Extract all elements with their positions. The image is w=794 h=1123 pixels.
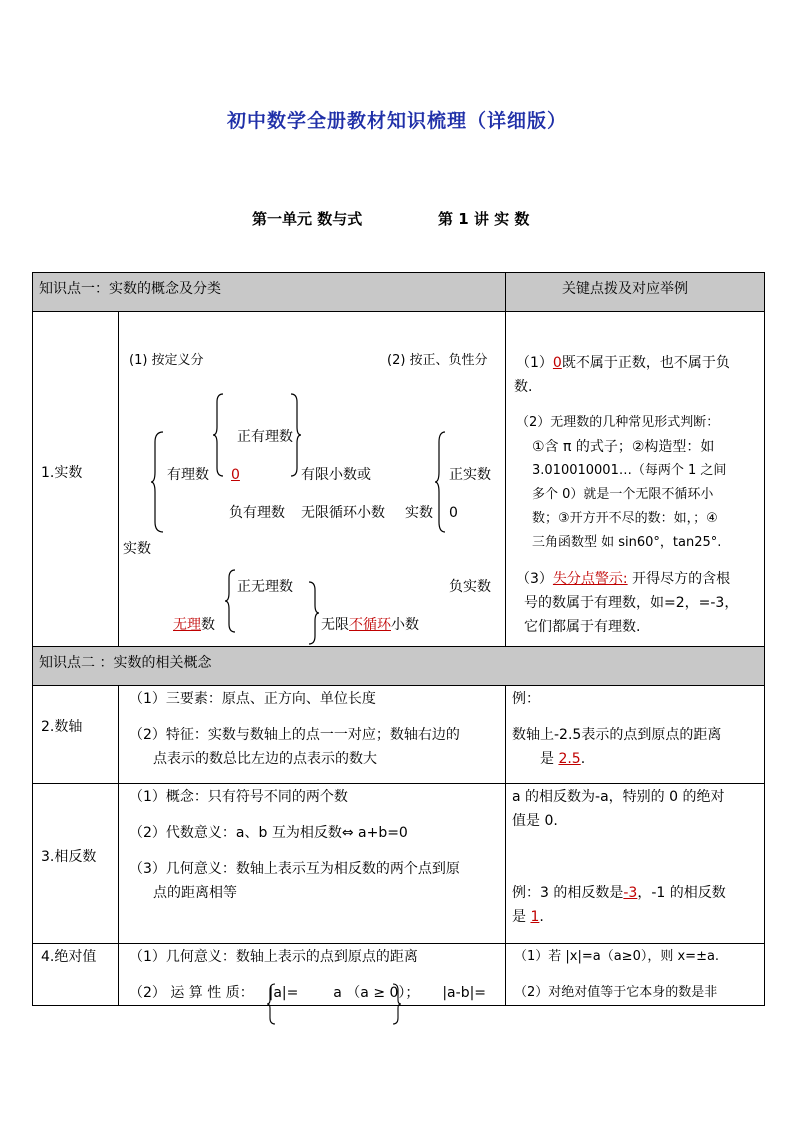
number-line-example-cell xyxy=(506,686,765,784)
rational-brace-icon xyxy=(213,394,225,476)
by-definition-label: (1) 按定义分 xyxy=(129,353,204,368)
section1-header xyxy=(33,273,506,312)
absolute-note-2: （2）对绝对值等于它本身的数是非 xyxy=(514,985,718,1000)
note-2-line2: ①含 π 的式子；②构造型：如 xyxy=(532,439,715,455)
note-2-line5: 数；③开方开不尽的数：如，；④ xyxy=(532,511,718,526)
opposite-example-suffix: . xyxy=(539,909,544,925)
absolute-note-1: （1）若 |x|=a（a≥0），则 x=±a. xyxy=(514,949,720,964)
notes-header-title: 关键点拨及对应举例 xyxy=(562,281,688,297)
number-line-answer-value: 2.5 xyxy=(558,751,581,767)
absolute-diff: |a-b|= xyxy=(442,985,487,1001)
row-label-absolute: 4.绝对值 xyxy=(41,949,97,965)
opposite-label-cell xyxy=(33,784,119,944)
zero-label: 0 xyxy=(449,505,458,521)
note-3-line3: 它们都属于有理数. xyxy=(524,619,641,635)
opposite-example-prefix-2: 是 xyxy=(512,909,531,925)
row-label-cell xyxy=(33,312,119,647)
finite-brace-icon xyxy=(289,394,301,476)
positive-real-label: 正实数 xyxy=(449,467,491,483)
absolute-label-cell xyxy=(33,944,119,1006)
irrational-suffix: 数 xyxy=(201,617,215,633)
irrational-label xyxy=(173,614,215,636)
note-3-warning: 失分点警示: xyxy=(552,571,628,587)
note-3-text: 开得尽方的含根 xyxy=(627,571,731,587)
opposite-example-2 xyxy=(512,906,544,928)
section1-header-title: 知识点一：实数的概念及分类 xyxy=(39,281,221,297)
infinite-prefix: 无限 xyxy=(321,617,349,633)
absolute-notes-cell xyxy=(506,944,765,1006)
opposite-note-1: a 的相反数为-a，特别的 0 的绝对 xyxy=(512,789,725,805)
number-line-answer-prefix: 是 xyxy=(540,751,559,767)
absolute-content-cell xyxy=(119,944,506,1006)
note-2-line4: 多个 0）就是一个无限不循环小 xyxy=(532,487,714,502)
absolute-brace-icon xyxy=(267,984,277,1024)
real-brace-icon xyxy=(151,432,165,532)
section2-header-title: 知识点二 ：实数的相关概念 xyxy=(39,655,212,671)
negative-real-label: 负实数 xyxy=(449,579,491,595)
note-1-prefix: （1） xyxy=(516,355,553,371)
infinite-brace-icon xyxy=(307,582,319,644)
opposite-note-2: 值是 0. xyxy=(512,813,558,829)
document-title: 初中数学全册教材知识梳理（详细版） xyxy=(226,110,567,132)
real-label-a: 实数 xyxy=(123,541,151,557)
number-line-content-cell xyxy=(119,686,506,784)
by-sign-label: (2) 按正、负性分 xyxy=(387,353,488,368)
note-2-line3: 3.010010001…（每两个 1 之间 xyxy=(532,463,727,478)
negative-rational-label: 负有理数 xyxy=(229,505,285,521)
positive-irrational-label: 正无理数 xyxy=(237,579,293,595)
absolute-case: a （a ≥ 0）； xyxy=(333,985,420,1001)
opposite-example-1 xyxy=(512,882,726,904)
absolute-point-1: （1）几何意义：数轴上表示的点到原点的距离 xyxy=(129,949,418,965)
number-line-example-title: 例： xyxy=(512,691,540,707)
absolute-brace-icon-2 xyxy=(391,984,401,1024)
number-line-point-2: （2）特征：实数与数轴上的点一一对应；数轴右边的 xyxy=(129,727,460,743)
unit-heading: 第一单元 数与式 xyxy=(252,210,363,228)
non-repeating-keyword: 不循环 xyxy=(349,617,391,633)
note-3-line2: 号的数属于有理数，如=2，=-3， xyxy=(524,595,739,611)
note-1-zero: 0 xyxy=(552,355,562,371)
absolute-point-2 xyxy=(129,982,486,1004)
zero-answer: 0 xyxy=(231,467,240,483)
knowledge-table xyxy=(32,272,765,1006)
absolute-op-prefix: （2） 运 算 性 质： xyxy=(129,985,254,1001)
note-1-text: 既不属于正数，也不属于负 xyxy=(561,355,730,371)
opposite-point-3: （3）几何意义：数轴上表示互为相反数的两个点到原 xyxy=(129,861,460,877)
real-label-b: 实数 xyxy=(405,505,433,521)
note-3-line1 xyxy=(516,568,730,590)
classification-tree-cell xyxy=(119,312,506,647)
finite-decimal-label: 有限小数或 xyxy=(301,467,371,483)
number-line-answer-suffix: . xyxy=(580,751,586,767)
irrational-prefix: 无理 xyxy=(173,617,201,633)
row-label-real-number: 1.实数 xyxy=(41,465,83,481)
decimal-suffix: 小数 xyxy=(391,617,419,633)
notes-cell xyxy=(506,312,765,647)
irrational-brace-icon xyxy=(225,570,237,632)
non-repeating-label xyxy=(321,614,419,636)
number-line-example-answer xyxy=(540,748,585,770)
positive-rational-label: 正有理数 xyxy=(237,429,293,445)
opposite-example-mid: ，-1 的相反数 xyxy=(637,885,726,901)
opposite-point-2: （2）代数意义：a、b 互为相反数⇔ a+b=0 xyxy=(129,825,408,841)
opposite-answer-2: 1 xyxy=(530,909,540,925)
section2-header xyxy=(33,647,765,686)
infinite-repeating-label: 无限循环小数 xyxy=(301,505,385,521)
note-1 xyxy=(516,352,766,374)
sign-brace-icon xyxy=(435,432,447,532)
absolute-a: |a|= xyxy=(268,985,299,1001)
opposite-point-3b: 点的距离相等 xyxy=(153,885,237,901)
note-1-line2: 数. xyxy=(514,379,533,395)
lecture-heading: 第 1 讲 实 数 xyxy=(438,210,530,228)
note-3-prefix: （3） xyxy=(516,571,553,587)
opposite-point-1: （1）概念：只有符号不同的两个数 xyxy=(129,789,348,805)
opposite-content-cell xyxy=(119,784,506,944)
opposite-example-prefix: 例：3 的相反数是 xyxy=(512,885,624,901)
row-label-opposite: 3.相反数 xyxy=(41,849,97,865)
number-line-label-cell xyxy=(33,686,119,784)
note-2-line1: （2）无理数的几种常见形式判断： xyxy=(516,415,720,430)
opposite-answer-1: -3 xyxy=(623,885,638,901)
number-line-point-2b: 点表示的数总比左边的点表示的数大 xyxy=(153,751,377,767)
section1-notes-header xyxy=(506,273,765,312)
number-line-point-1: （1）三要素：原点、正方向、单位长度 xyxy=(129,691,376,707)
row-label-number-line: 2.数轴 xyxy=(41,719,83,735)
note-2-line6: 三角函数型 如 sin60°，tan25°. xyxy=(532,535,722,550)
number-line-example-question: 数轴上-2.5表示的点到原点的距离 xyxy=(512,727,722,743)
rational-label: 有理数 xyxy=(167,467,209,483)
opposite-example-cell xyxy=(506,784,765,944)
